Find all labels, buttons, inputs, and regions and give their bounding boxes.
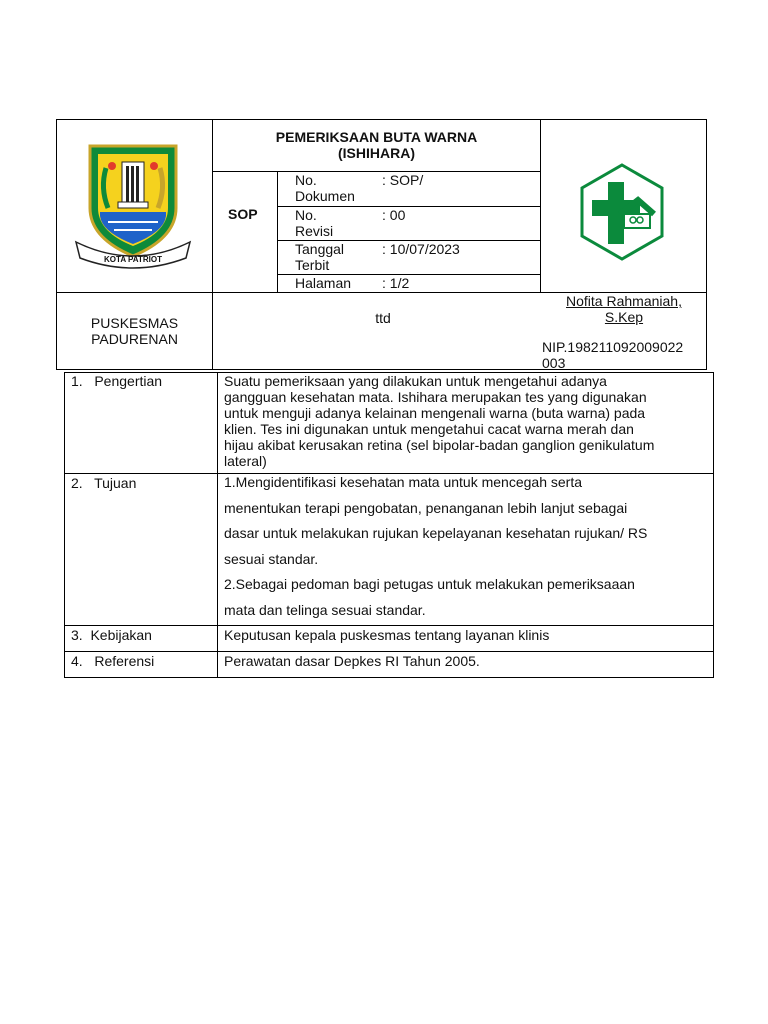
text-line: Keputusan kepala puskesmas tentang layanan klinis [224,627,550,643]
meta-label-line: Dokumen [295,188,355,204]
meta-label [295,172,375,204]
name-line: Nofita Rahmaniah, [566,293,682,309]
text-line: untuk menguji adanya kelainan mengenali warna (buta warna) pada [224,405,646,421]
content-divider [64,651,714,652]
sop-label: SOP [228,206,258,222]
text-line: hijau akibat kerusakan retina (sel bipolar-badan ganglion genikulatum [224,437,655,453]
section-label: 2. Tujuan [71,475,137,491]
meta-value: : 1/2 [382,275,410,291]
section-label: 1. Pengertian [71,373,163,389]
signatory-name [541,293,707,325]
meta-label-line: Halaman [295,275,352,291]
svg-text:KOTA PATRIOT: KOTA PATRIOT [104,255,162,264]
text-line: klien. Tes ini digunakan untuk mengetahui cacat warna merah dan [224,421,634,437]
text-line: mata dan telinga sesuai standar. [224,601,426,618]
meta-label-line: Terbit [295,257,330,273]
meta-value: : SOP/ [382,172,424,188]
text-line: menentukan terapi pengobatan, penanganan lebih lanjut sebagai [224,499,628,516]
text-line: 1.Mengidentifikasi kesehatan mata untuk mencegah serta [224,474,582,490]
meta-label [295,241,375,273]
text-line: lateral) [224,453,267,469]
text-line: Suatu pemeriksaan yang dilakukan untuk mengetahui adanya [224,373,607,389]
section-text [224,653,712,669]
meta-label [295,275,375,291]
meta-label-line: Tanggal [295,241,345,257]
kota-patriot-emblem-icon [74,138,192,270]
signatory-nip [542,339,708,371]
name-line: S.Kep [604,309,644,325]
text-line: dasar untuk melakukan rujukan kepelayanan kesehatan rujukan/ RS [224,525,648,541]
nip-line: 003 [542,355,566,371]
content-divider [64,625,714,626]
title-line: PEMERIKSAAN BUTA WARNA [275,129,478,145]
meta-value: : 00 [382,207,406,223]
section-text [224,373,712,469]
org-line: PADURENAN [91,331,178,347]
document-title [213,129,540,161]
nip-line: NIP.198211092009022 [542,339,684,355]
meta-label [295,207,375,239]
puskesmas-logo-icon [578,162,666,262]
meta-value: : 10/07/2023 [382,241,460,257]
text-line: sesuai standar. [224,550,319,567]
content-divider [217,372,218,678]
section-label: 3. Kebijakan [71,627,152,643]
title-line: (ISHIHARA) [338,145,415,161]
text-line: Perawatan dasar Depkes RI Tahun 2005. [224,653,480,669]
section-text [224,627,712,643]
text-line: gangguan kesehatan mata. Ishihara merupakan tes yang digunakan [224,389,647,405]
header-divider [212,171,541,172]
organization-name [57,315,212,347]
meta-label-line: No. [295,207,317,223]
text-line: 2.Sebagai pedoman bagi petugas untuk melakukan pemeriksaaan [224,576,635,592]
meta-label-line: Revisi [295,223,334,239]
meta-label-line: No. [295,172,317,188]
org-line: PUSKESMAS [90,315,179,331]
section-label: 4. Referensi [71,653,155,669]
signature-text: ttd [375,310,391,326]
section-text [224,470,712,623]
